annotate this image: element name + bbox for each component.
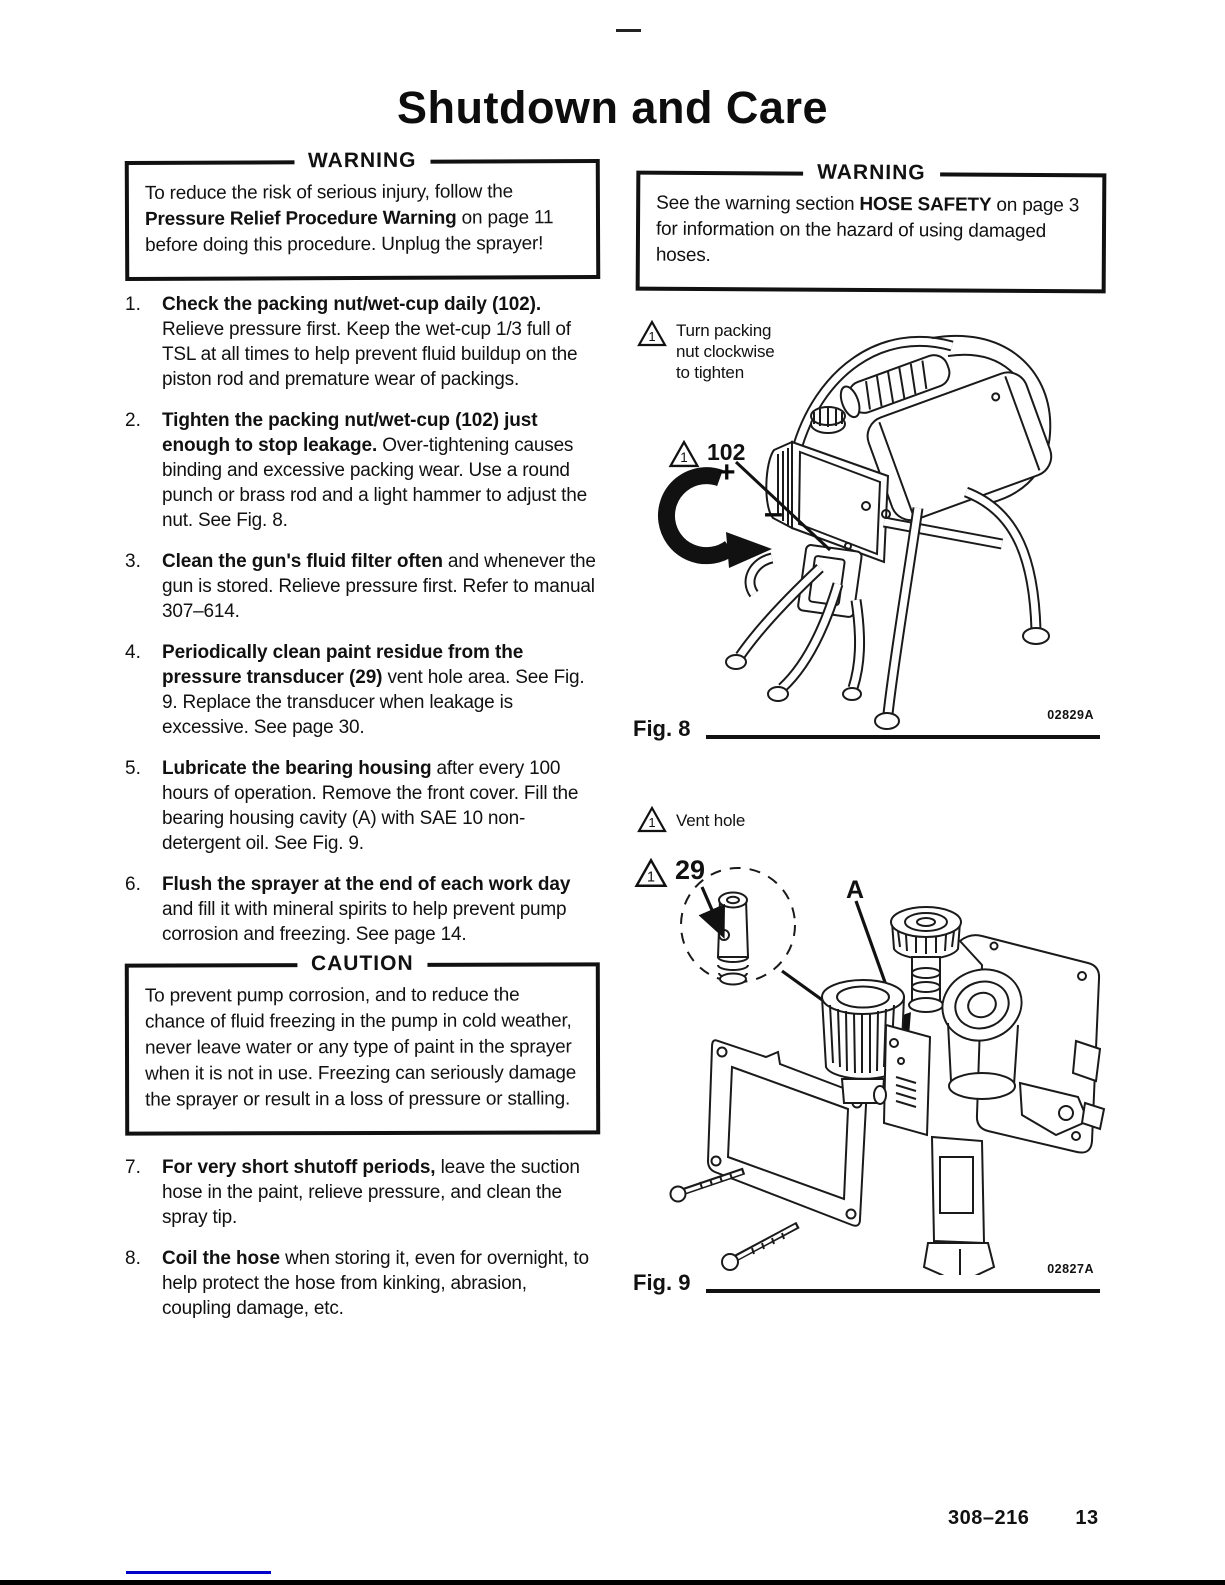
- fig9-drawing-code: 02827A: [1047, 1262, 1094, 1276]
- step-text: Periodically clean paint residue from the pressure transducer (29) vent hole area. See Fig. 9. Replace the transducer when leakage is excessive. See page 30.: [162, 642, 585, 738]
- step-number: 4.: [125, 642, 141, 663]
- caution-box-title: CAUTION: [297, 952, 428, 976]
- page-bottom-rule: [0, 1580, 1225, 1585]
- fig9-callout-number: 29: [675, 855, 706, 885]
- fig9-vent-text: Vent hole: [676, 811, 746, 830]
- svg-text:1: 1: [646, 869, 656, 886]
- step-number: 7.: [125, 1157, 141, 1178]
- fig8-caption: [633, 708, 1100, 742]
- step-item-7: [125, 1155, 599, 1230]
- svg-text:1: 1: [648, 329, 656, 344]
- warning-triangle-icon: [637, 320, 667, 347]
- page-number: 13: [1075, 1507, 1099, 1529]
- scan-dash-mark: [616, 29, 641, 32]
- step-text: For very short shutoff periods, leave the suction hose in the paint, relieve pressure, and clean the spray tip.: [162, 1157, 580, 1228]
- fig8-callout-number: 102: [707, 439, 746, 465]
- step-item-1: [125, 292, 599, 392]
- fig8-drawing-code: 02829A: [1047, 708, 1094, 722]
- step-text: Check the packing nut/wet-cup daily (102). Relieve pressure first. Keep the wet-cup 1/3 full of TSL at all times to help prevent fluid buildup on the piston rod and premature wear of packings.: [162, 294, 578, 390]
- step-text: Coil the hose when storing it, even for overnight, to help protect the hose from kinking, abrasion, coupling damage, etc.: [162, 1248, 589, 1319]
- step-text: Lubricate the bearing housing after every 100 hours of operation. Remove the front cover. Fill the bearing housing cavity (A) with SAE 10 non-detergent oil. See Fig. 9.: [162, 758, 579, 854]
- fig9-cavity-label: A: [846, 876, 865, 904]
- fig8-plus-sign: +: [718, 456, 736, 489]
- caution-box-text: To prevent pump corrosion, and to reduce the chance of fluid freezing in the pump in cold weather, never leave water or any type of paint in the sprayer when it is not in use. Freezing can seriously damage the sprayer or result in a loss of pressure or stalling.: [144, 984, 577, 1111]
- fig9-vent-note: [637, 806, 745, 833]
- step-number: 6.: [125, 874, 141, 895]
- fig9-rule: [706, 1289, 1100, 1293]
- warning-triangle-icon: [637, 806, 667, 833]
- step-number: 5.: [125, 758, 141, 779]
- page-footer: [948, 1507, 1099, 1530]
- caution-box: [125, 951, 600, 1135]
- fig8-minus-sign: –: [764, 494, 783, 532]
- warning-box-right-text: See the warning section HOSE SAFETY on page 3 for information on the hazard of using damaged hoses.: [655, 192, 1080, 267]
- step-number: 3.: [125, 551, 141, 572]
- fig8-note: [637, 320, 797, 383]
- step-text: Clean the gun's fluid filter often and whenever the gun is stored. Relieve pressure first. Refer to manual 307–614.: [162, 551, 596, 622]
- warning-box-left-title: WARNING: [294, 149, 431, 174]
- warning-box-left: [125, 148, 601, 281]
- warning-box-left-text: To reduce the risk of serious injury, follow the Pressure Relief Procedure Warning on page 11 before doing this procedure. Unplug the sprayer!: [144, 181, 554, 256]
- step-text: Tighten the packing nut/wet-cup (102) just enough to stop leakage. Over-tightening causes binding and excessive packing wear. Use a round punch or brass rod and a light hammer to adjust the nut. See Fig. 8.: [162, 410, 587, 531]
- step-number: 2.: [125, 410, 141, 431]
- step-item-2: [125, 408, 599, 533]
- step-item-3: [125, 549, 599, 624]
- step-number: 1.: [125, 294, 141, 315]
- fig8-label: Fig. 8: [633, 716, 691, 741]
- svg-text:1: 1: [680, 449, 688, 465]
- step-text: Flush the sprayer at the end of each work day and fill it with mineral spirits to help prevent pump corrosion and freezing. See page 14.: [162, 874, 571, 945]
- scan-blue-underline: [126, 1571, 271, 1574]
- svg-text:1: 1: [648, 815, 656, 830]
- document-number: 308–216: [948, 1507, 1030, 1529]
- page-title: Shutdown and Care: [396, 82, 828, 133]
- warning-box-right: [636, 160, 1107, 294]
- fig9-caption: [633, 1262, 1100, 1296]
- procedure-steps: [125, 292, 599, 1337]
- warning-triangle-icon: [668, 440, 700, 468]
- fig8-rule: [706, 735, 1100, 739]
- fig9-pump-line-drawing: [630, 845, 1110, 1275]
- step-item-6: [125, 872, 599, 947]
- step-item-8: [125, 1246, 599, 1321]
- step-item-4: [125, 640, 599, 740]
- fig9-label: Fig. 9: [633, 1270, 691, 1295]
- step-item-5: [125, 756, 599, 856]
- warning-box-right-title: WARNING: [803, 161, 940, 186]
- fig8-note-text: Turn packing nut clockwise to tighten: [676, 321, 775, 382]
- step-number: 8.: [125, 1248, 141, 1269]
